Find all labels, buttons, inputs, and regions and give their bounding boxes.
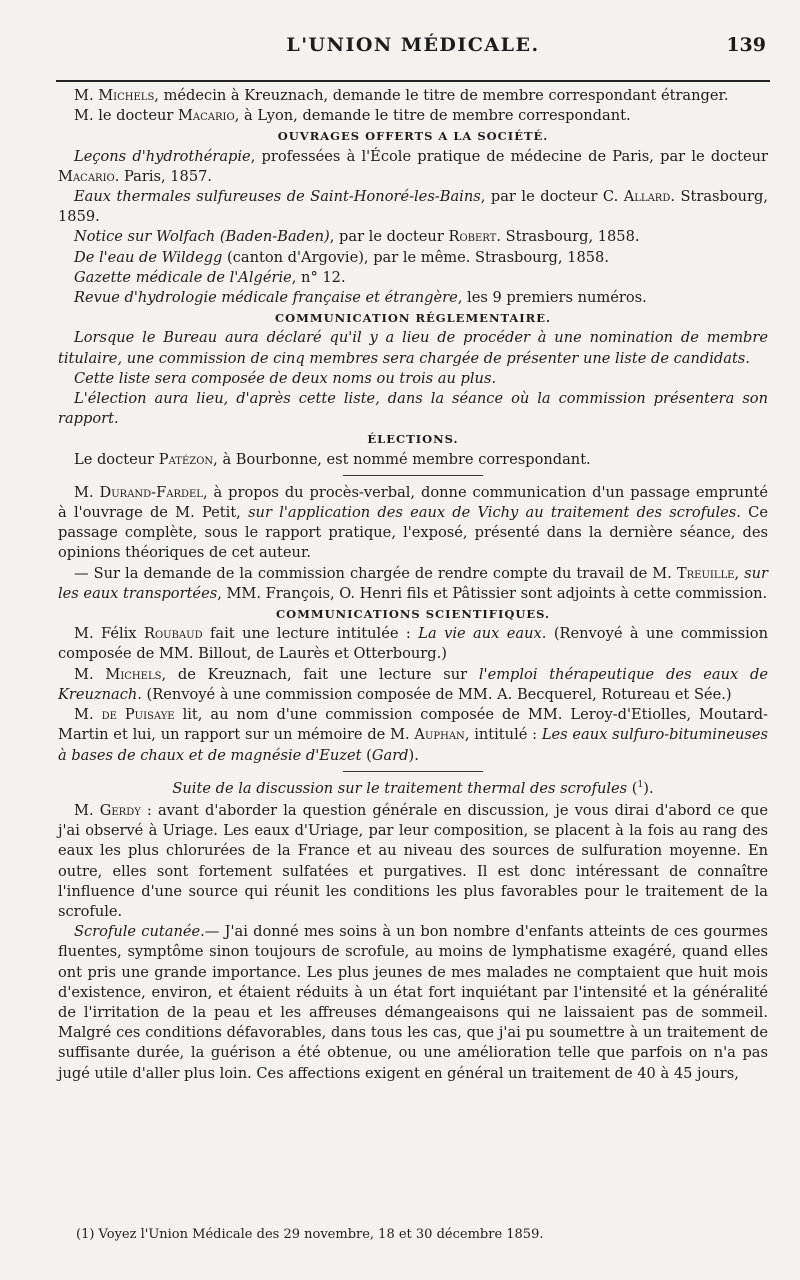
text-run: , par le docteur C. (480, 188, 624, 206)
text-run: , professées à l'École pratique de médecine de Paris, par le docteur (250, 147, 769, 165)
text-run: M. le docteur (74, 107, 178, 125)
text-run: , MM. François, O. Henri fils et Pâtissier sont adjoints à cette commission. (217, 584, 768, 602)
text-run: . Ce passage complète, sous le rapport pratique, l'exposé, présenté dans la dernière séance, des opinions théoriques de cet auteur. (58, 504, 768, 562)
paragraph (58, 268, 768, 288)
name-text: Macario (177, 107, 235, 125)
text-run: M. Félix (74, 625, 144, 643)
italic-text: l'emploi thérapeutique des eaux de Kreuznach (58, 665, 768, 703)
text-run: lit, au nom d'une commission composée de MM. Leroy-d'Etiolles, Moutard-Martin et lui, un rapport sur un mémoire de M. (58, 706, 768, 744)
text-run: M. (74, 87, 99, 104)
text-run: , à Bourbonne, est nommé membre correspondant. (213, 450, 591, 468)
text-run: (canton d'Argovie), par le même. Strasbourg, 1858. (222, 248, 609, 266)
name-text: Auphan (414, 726, 465, 744)
text-run: .— J'ai donné mes soins à un bon nombre d'enfants atteints de ces gourmes fluentes, symptôme sinon toujours de scrofule, au moins de lymphatisme exagéré, quand elles ont pris une grande importance. Les plus jeunes de mes malades ne comptaient que huit mois d'existence, environ, et étaient réduits à un état fort inquiétant par l'intensité et la généralité de l'irritation de la peau et les affreuses démangeaisons qui ne laissaient pas de sommeil. Malgré ces conditions défavorables, dans tous les cas, que j'ai pu soumettre à un traitement de suffisante durée, la guérison a été obtenue, ou une amélioration telle que parfois on n'a pas jugé utile d'aller plus loin. Ces affections exigent en général un traitement de 40 à 45 jours, (58, 923, 768, 1082)
name-text: Gerdy (99, 801, 141, 819)
paragraph (58, 187, 768, 227)
text-run: fait une lecture intitulée : (202, 625, 419, 643)
text-run: ( (627, 779, 638, 797)
italic-text: Gazette médicale de l'Algérie (74, 268, 292, 286)
name-text: Allard (623, 188, 671, 206)
running-title: L'UNION MÉDICALE. (286, 34, 540, 56)
italic-text: De l'eau de Wildegg (74, 248, 223, 266)
text-run: , de Kreuznach, fait une lecture sur (161, 665, 479, 683)
text-run: . Paris, 1857. (114, 167, 213, 185)
text-run: M. (74, 483, 100, 501)
paragraph (58, 483, 768, 564)
section-heading: OUVRAGES OFFERTS A LA SOCIÉTÉ. (277, 129, 549, 144)
text-run: — Sur la demande de la commission chargée de rendre compte du travail de M. (74, 564, 677, 582)
text-run: ). (408, 746, 419, 764)
name-text: de Puisaye (101, 706, 175, 724)
text-run: , médecin à Kreuznach, demande le titre de membre correspondant étranger. (154, 87, 729, 104)
italic-text: L'élection aura lieu, d'après cette liste, dans la séance où la commission présentera son rapport. (58, 390, 768, 428)
text-run: , par le docteur (329, 228, 449, 246)
text-run: , intitulé : (464, 726, 542, 744)
paragraph (58, 665, 768, 705)
text-run: . Strasbourg, 1859. (58, 188, 769, 226)
italic-text: Les eaux sulfuro-bitumineuses à bases de chaux et de magnésie d'Euzet (58, 726, 769, 764)
text-run: , à propos du procès-verbal, donne communication d'un passage emprunté à l'ouvrage de M. Petit, (58, 483, 768, 522)
text-run: M. (74, 706, 102, 724)
footnote: (1) Voyez l'Union Médicale des 29 novembre, 18 et 30 décembre 1859. (76, 1227, 544, 1242)
article-body (58, 86, 768, 1084)
text-run: M. (74, 665, 106, 683)
name-text: Michels (98, 87, 155, 104)
italic-text: La vie aux eaux (418, 625, 542, 643)
paragraph (58, 369, 768, 389)
discussion-subheading (58, 779, 768, 799)
paragraph (58, 227, 768, 247)
paragraph (58, 624, 768, 664)
italic-text: sur les eaux transportées (58, 564, 768, 602)
italic-text: sur l'application des eaux de Vichy au traitement des scrofules (248, 504, 737, 522)
name-text: Durand-Fardel (99, 483, 203, 501)
paragraph (58, 248, 768, 268)
name-text: Robert (448, 228, 497, 246)
paragraph (58, 147, 768, 187)
text-run: . (Renvoyé à une commission composée de MM. Billout, de Laurès et Otterbourg.) (58, 625, 768, 663)
section-rule (343, 475, 483, 476)
paragraph (58, 106, 768, 126)
paragraph (58, 450, 768, 470)
paragraph (58, 288, 768, 308)
header-rule (56, 80, 770, 82)
italic-text: Notice sur Wolfach (Baden-Baden) (74, 228, 330, 246)
section-rule (343, 771, 483, 772)
paragraph (58, 328, 768, 368)
paragraph (58, 922, 768, 1084)
text-run: Le docteur (74, 450, 159, 468)
text-run: : avant d'aborder la question générale en discussion, je vous dirai d'abord ce que j'ai observé à Uriage. Les eaux d'Uriage, par leur composition, se placent à la fois au rang des eaux les plus chlorurées de la France et au niveau des sources de sulfuration moyenne. En outre, elles sont fortement sulfatées et purgatives. Il est donc intéressant de connaître l'influence d'une source qui réunit les conditions les plus favorables pour le traitement de la scrofule. (58, 801, 768, 920)
paragraph (58, 705, 768, 766)
name-text: Treuille (676, 564, 735, 582)
section-heading: ÉLECTIONS. (367, 432, 459, 447)
paragraph (58, 389, 768, 429)
italic-text: Revue d'hydrologie médicale française et étrangère (74, 289, 458, 307)
name-text: Macario (58, 167, 115, 185)
italic-text: Lorsque le Bureau aura déclaré qu'il y a lieu de procéder à une nomination de membre titulaire, une commission de cinq membres sera chargée de présenter une liste de candidats. (58, 329, 768, 367)
italic-text: Gard (371, 746, 409, 764)
paragraph (58, 564, 768, 604)
text-run: , à Lyon, demande le titre de membre correspondant. (234, 107, 631, 125)
italic-text: Suite de la discussion sur le traitement thermal des scrofules (172, 779, 628, 797)
name-text: Patézon (158, 450, 214, 468)
text-run: . (Renvoyé à une commission composée de MM. A. Becquerel, Rotureau et Sée.) (137, 685, 732, 703)
section-heading: COMMUNICATIONS SCIENTIFIQUES. (275, 607, 551, 622)
text-run: ). (643, 779, 654, 797)
paragraph (58, 86, 768, 106)
paragraph (58, 801, 768, 922)
page-number: 139 (726, 34, 766, 56)
text-run: . Strasbourg, 1858. (496, 228, 640, 246)
name-text: Michels (105, 665, 162, 683)
text-run: ( (361, 746, 372, 764)
italic-text: Leçons d'hydrothérapie (74, 147, 251, 165)
text-run: 1 (637, 779, 644, 790)
text-run: M. (74, 801, 100, 819)
text-run: , n° 12. (291, 268, 346, 286)
text-run: , (734, 564, 745, 582)
page-header (56, 34, 770, 64)
text-run: , les 9 premiers numéros. (457, 289, 647, 307)
italic-text: Eaux thermales sulfureuses de Saint-Honoré-les-Bains (74, 188, 481, 206)
name-text: Roubaud (143, 625, 203, 643)
italic-text: Cette liste sera composée de deux noms ou trois au plus. (74, 369, 497, 387)
section-heading: COMMUNICATION RÉGLEMENTAIRE. (274, 311, 552, 326)
italic-text: Scrofule cutanée (74, 923, 201, 941)
